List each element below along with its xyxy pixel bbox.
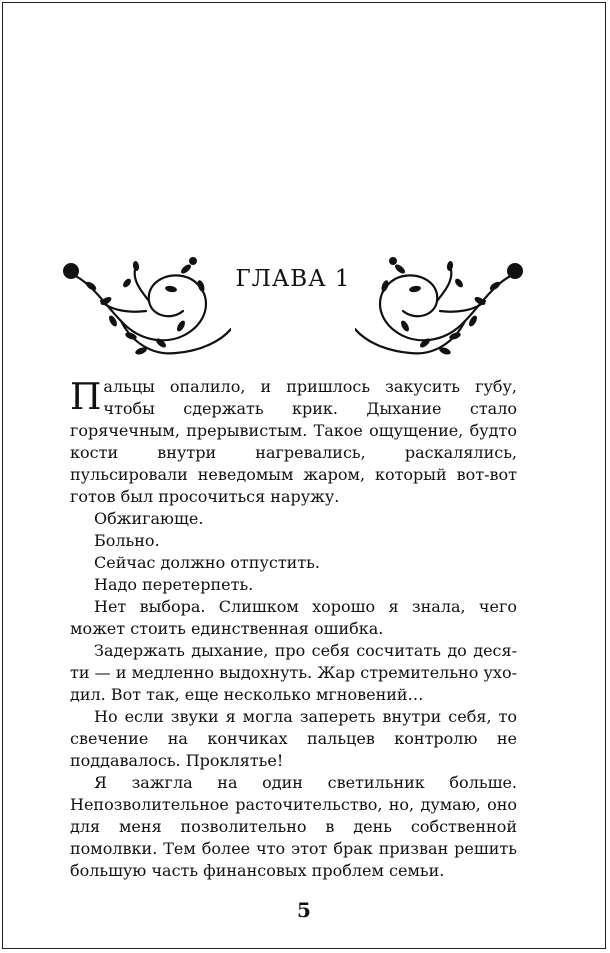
chapter-heading [61, 251, 525, 369]
drop-cap: П [70, 377, 102, 418]
rose-vine-ornament-right [355, 251, 525, 369]
book-page [2, 2, 606, 949]
paragraph: Но если звуки я могла запереть внутри себя, то свечение на кончиках пальцев контролю не поддавалось. Проклятье! [70, 707, 517, 770]
paragraph: Надо перетерпеть. [94, 575, 254, 594]
paragraph: Сейчас должно отпустить. [94, 553, 320, 572]
paragraph-text: альцы опалило, и пришлось закусить губу, чтобы сдержать крик. Дыхание стало горячечным, прерывистым. Такое ощущение, будто кости внутри нагревались, раскалялись, пульсировали неведомым жаром, который вот-вот готов был просочиться наружу. [70, 377, 517, 506]
chapter-title: ГЛАВА 1 [235, 266, 351, 292]
paragraph: Больно. [94, 531, 160, 550]
paragraph: Нет выбора. Слишком хорошо я знала, чего может стоить единственная ошибка. [70, 597, 517, 638]
paragraph: Задержать дыхание, про себя сосчитать до десяти — и медленно выдохнуть. Жар стремительно уходил. Вот так, еще несколько мгновений… [70, 641, 517, 704]
paragraph: Я зажгла на один светильник больше. Непозволительное расточительство, но, думаю, оно для меня позволительно в день собственной помолвки. Тем более что этот брак призван решить большую часть финансовых проблем семьи. [70, 773, 517, 880]
chapter-text [70, 376, 517, 882]
paragraph: Обжигающе. [94, 509, 204, 528]
rose-vine-ornament-left [61, 251, 231, 369]
paragraph [70, 376, 517, 508]
page-number: 5 [297, 898, 311, 922]
